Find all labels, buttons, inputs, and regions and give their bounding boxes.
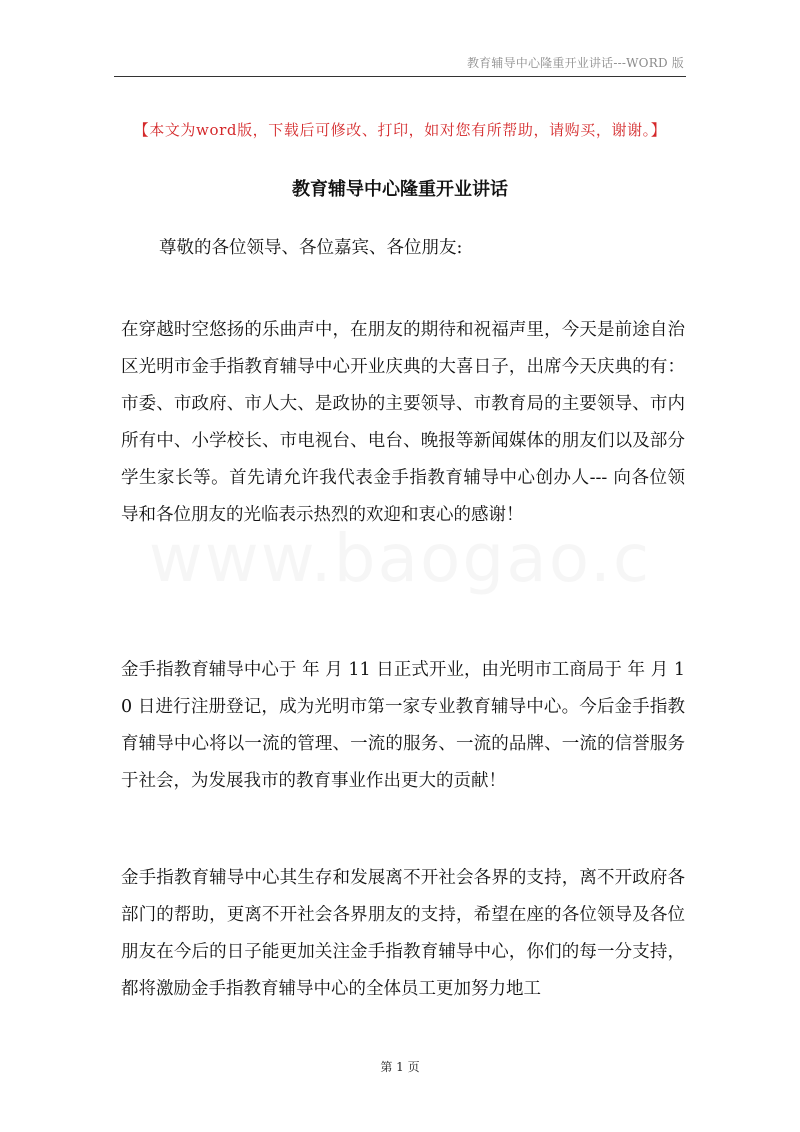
paragraph-opening-date: 金手指教育辅导中心于 年 月 11 日正式开业，由光明市工商局于 年 月 10 日进行注册登记，成为光明市第一家专业教育辅导中心。今后金手指教育辅导中心将以一流的管理、一流的服务、一流的品牌、一流的信誉服务于社会，为发展我市的教育事业作出更大的贡献！ — [121, 660, 685, 791]
paragraph-support: 金手指教育辅导中心其生存和发展离不开社会各界的支持，离不开政府各部门的帮助，更离不开社会各界朋友的支持，希望在座的各位领导及各位朋友在今后的日子能更加关注金手指教育辅导中心，你们的每一分支持，都将激励金手指教育辅导中心的全体员工更加努力地工 — [121, 868, 685, 999]
document-title: 教育辅导中心隆重开业讲话 — [292, 179, 508, 200]
salutation: 尊敬的各位领导、各位嘉宾、各位朋友: — [159, 238, 463, 258]
paragraph-opening: 在穿越时空悠扬的乐曲声中，在朋友的期待和祝福声里，今天是前途自治区光明市金手指教育辅导中心开业庆典的大喜日子，出席今天庆典的有：市委、市政府、市人大、是政协的主要领导、市教育局的主要领导、市内所有中、小学校长、市电视台、电台、晚报等新闻媒体的朋友们以及部分学生家长等。首先请允许我代表金手指教育辅导中心创办人--- 向各位领导和各位朋友的光临表示热烈的欢迎和衷心的感谢！ — [121, 320, 685, 525]
header-divider — [114, 76, 686, 77]
running-header: 教育辅导中心隆重开业讲话---WORD 版 — [466, 56, 684, 70]
page-number: 第 1 页 — [380, 1060, 420, 1074]
purchase-notice: 【本文为word版，下载后可修改、打印，如对您有所帮助，请购买，谢谢。】 — [133, 121, 667, 139]
